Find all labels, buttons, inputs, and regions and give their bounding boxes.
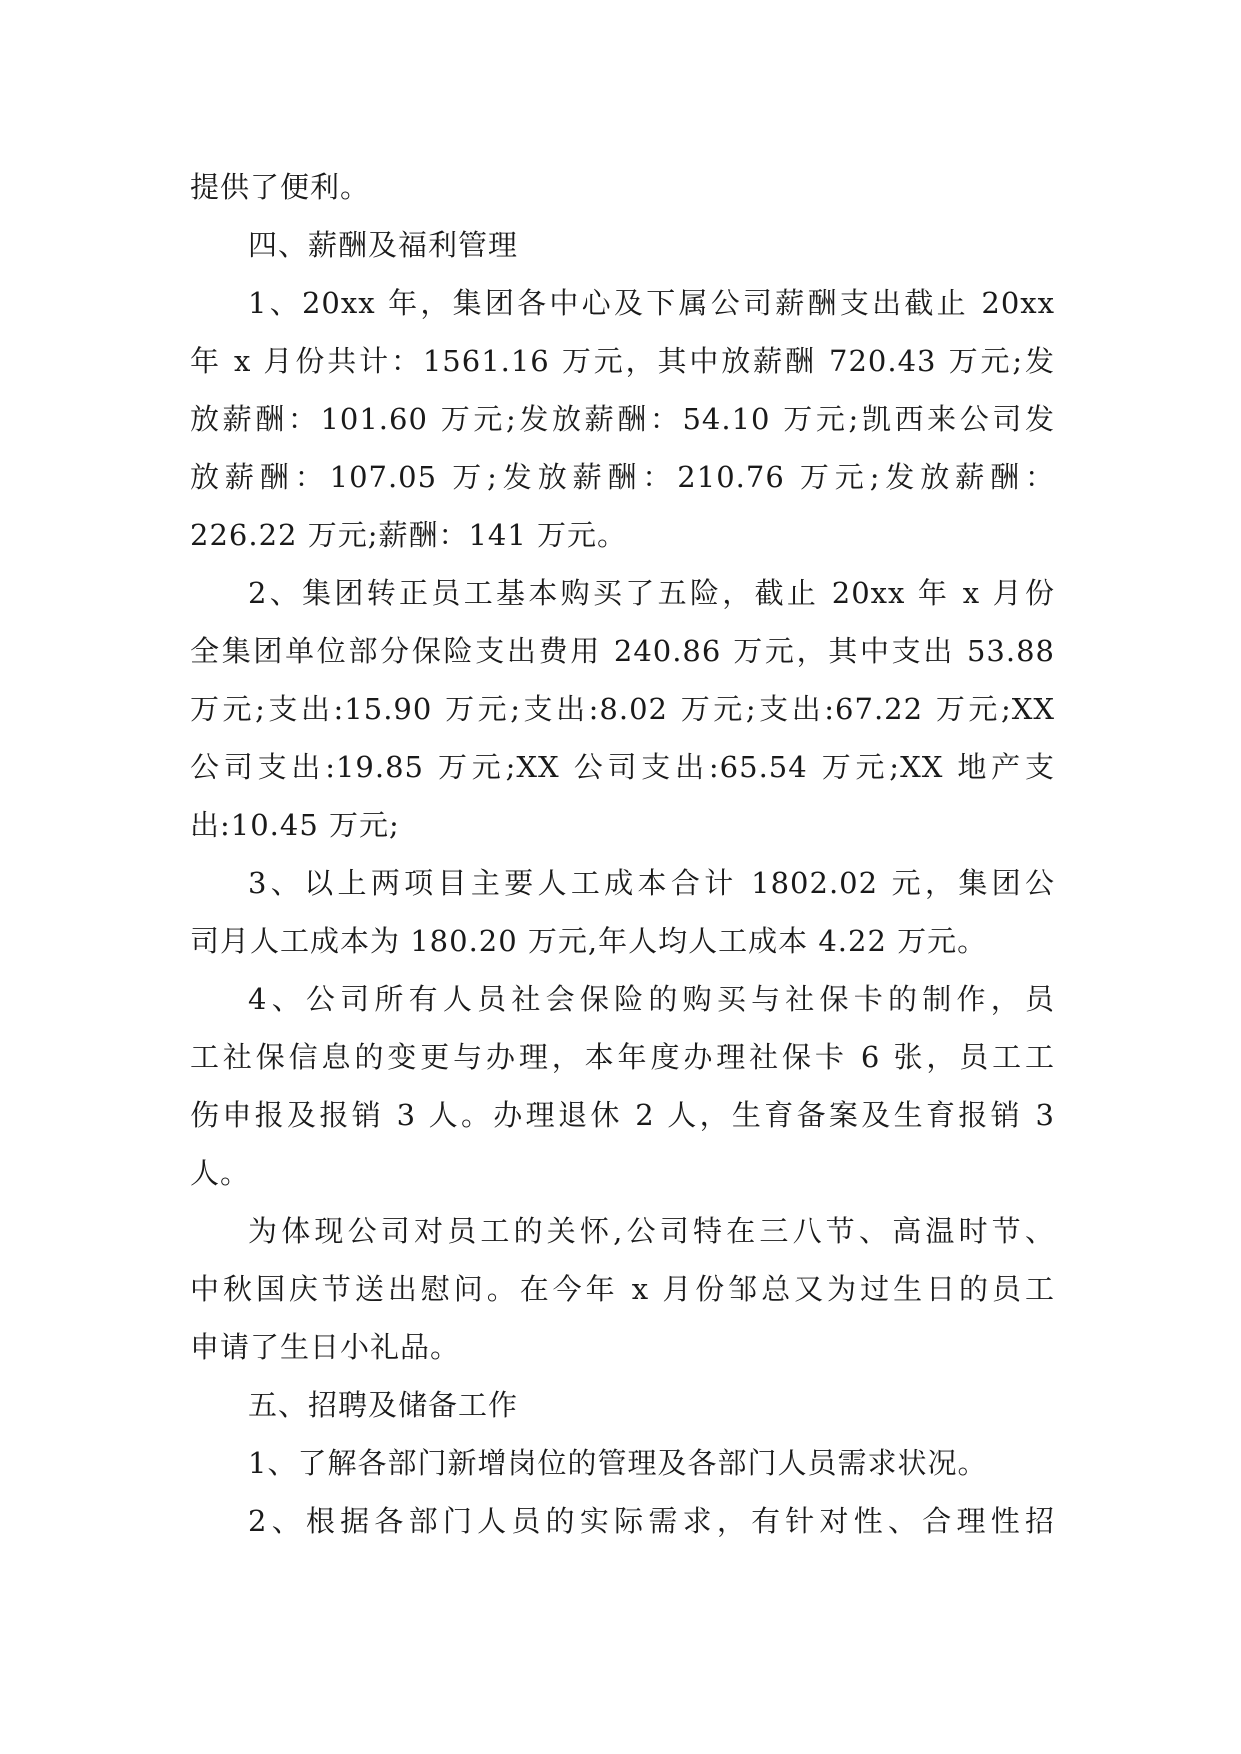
document-line: 提供了便利。: [190, 170, 371, 204]
document-line: 4、公司所有人员社会保险的购买与社保卡的制作，员: [248, 982, 1055, 1016]
document-line: 3、以上两项目主要人工成本合计 1802.02 元，集团公: [248, 866, 1055, 900]
document-line: 1、了解各部门新增岗位的管理及各部门人员需求状况。: [248, 1446, 988, 1480]
document-line: 2、根据各部门人员的实际需求，有针对性、合理性招: [248, 1504, 1055, 1538]
document-line: 放薪酬：101.60 万元;发放薪酬：54.10 万元;凯西来公司发: [190, 402, 1055, 436]
document-line: 人。: [190, 1156, 251, 1190]
document-line: 放薪酬：107.05 万;发放薪酬：210.76 万元;发放薪酬：: [190, 460, 1055, 494]
document-line: 公司支出:19.85 万元;XX 公司支出:65.54 万元;XX 地产支: [190, 750, 1055, 784]
document-line: 四、薪酬及福利管理: [248, 228, 519, 262]
document-line: 五、招聘及储备工作: [248, 1388, 519, 1422]
document-line: 226.22 万元;薪酬：141 万元。: [190, 518, 628, 552]
document-line: 全集团单位部分保险支出费用 240.86 万元，其中支出 53.88: [190, 634, 1055, 668]
document-line: 出:10.45 万元;: [190, 808, 400, 842]
document-line: 中秋国庆节送出慰问。在今年 x 月份邹总又为过生日的员工: [190, 1272, 1055, 1306]
document-line: 为体现公司对员工的关怀,公司特在三八节、高温时节、: [248, 1214, 1055, 1248]
document-line: 伤申报及报销 3 人。办理退休 2 人，生育备案及生育报销 3: [190, 1098, 1055, 1132]
document-line: 2、集团转正员工基本购买了五险，截止 20xx 年 x 月份: [248, 576, 1055, 610]
document-body: [190, 158, 1055, 1550]
document-line: 万元;支出:15.90 万元;支出:8.02 万元;支出:67.22 万元;XX: [190, 692, 1055, 726]
document-line: 工社保信息的变更与办理，本年度办理社保卡 6 张，员工工: [190, 1040, 1055, 1074]
document-line: 年 x 月份共计：1561.16 万元，其中放薪酬 720.43 万元;发: [190, 344, 1055, 378]
document-line: 1、20xx 年，集团各中心及下属公司薪酬支出截止 20xx: [248, 286, 1055, 320]
document-line: 申请了生日小礼品。: [190, 1330, 461, 1364]
document-line: 司月人工成本为 180.20 万元,年人均人工成本 4.22 万元。: [190, 924, 988, 958]
